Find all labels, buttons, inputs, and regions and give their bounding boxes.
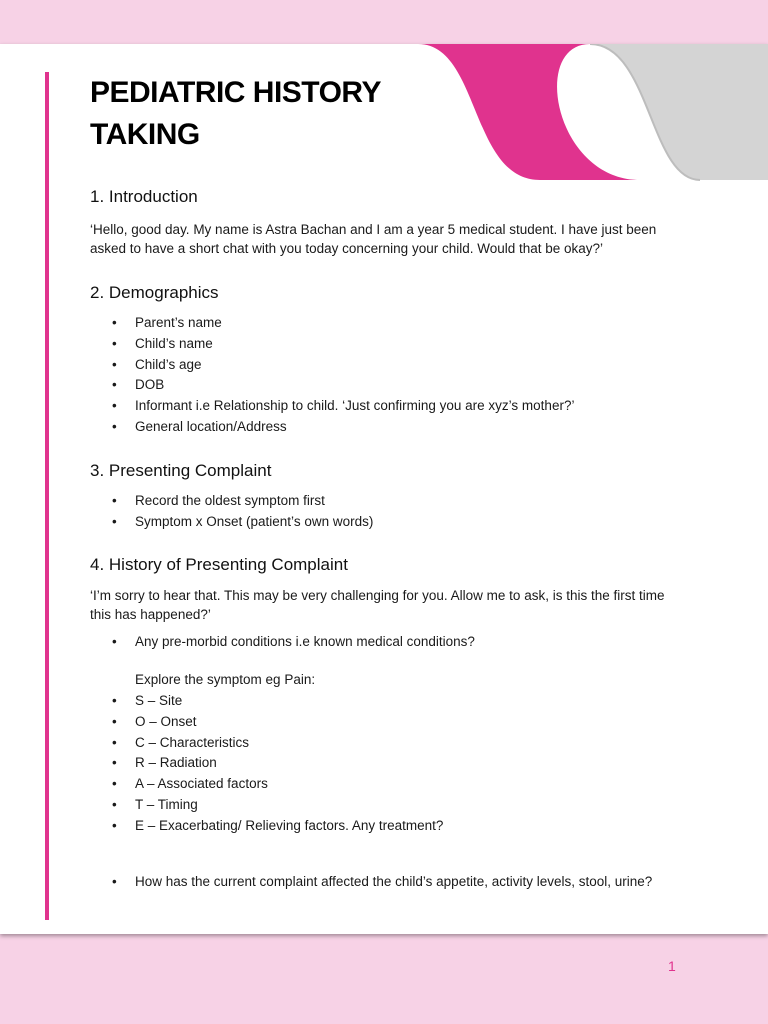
list-item: • Record the oldest symptom first [90, 491, 680, 512]
list-item: • Symptom x Onset (patient’s own words) [90, 512, 680, 533]
page-title [90, 72, 430, 156]
pink-wave [418, 44, 640, 180]
list-item: • R – Radiation [90, 753, 680, 774]
history-list [90, 632, 680, 653]
list-item: • C – Characteristics [90, 733, 680, 754]
left-accent-bar [45, 72, 49, 920]
explore-symptom-text: Explore the symptom eg Pain: [135, 672, 316, 688]
title-line-1: PEDIATRIC HISTORY [90, 76, 381, 109]
list-item: • S – Site [90, 691, 680, 712]
list-item: • How has the current complaint affected the child’s appetite, activity levels, stool, urine? [90, 872, 680, 891]
list-item: • Informant i.e Relationship to child. ‘Just confirming you are xyz’s mother?’ [90, 396, 680, 417]
list-item: • O – Onset [90, 712, 680, 733]
introduction-paragraph: ‘Hello, good day. My name is Astra Bachan and I am a year 5 medical student. I have just been asked to have a short chat with you today concerning your child. Would that be okay?’ [90, 222, 657, 256]
section-heading-history-presenting-complaint: 4. History of Presenting Complaint [90, 555, 348, 575]
list-item: • T – Timing [90, 795, 680, 816]
list-item: • E – Exacerbating/ Relieving factors. Any treatment? [90, 816, 680, 837]
document-content [90, 186, 680, 891]
list-item: • A – Associated factors [90, 774, 680, 795]
section-heading-introduction: 1. Introduction [90, 187, 198, 206]
list-item: • Any pre-morbid conditions i.e known medical conditions? [90, 632, 680, 653]
socrates-list [90, 691, 680, 837]
title-line-2: TAKING [90, 118, 200, 151]
impact-list [90, 872, 680, 891]
list-item: • Child’s age [90, 355, 680, 376]
section-heading-presenting-complaint: 3. Presenting Complaint [90, 460, 272, 480]
list-item: • DOB [90, 375, 680, 396]
list-item: • Parent’s name [90, 313, 680, 334]
page-number: 1 [668, 958, 676, 974]
document-page [0, 44, 768, 934]
section-heading-demographics: 2. Demographics [90, 283, 219, 302]
history-paragraph: ‘I’m sorry to hear that. This may be very challenging for you. Allow me to ask, is this the first time this has happened?’ [90, 588, 665, 623]
list-item: • General location/Address [90, 417, 680, 438]
demographics-list [90, 313, 680, 438]
presenting-complaint-list [90, 491, 680, 533]
list-item: • Child’s name [90, 334, 680, 355]
